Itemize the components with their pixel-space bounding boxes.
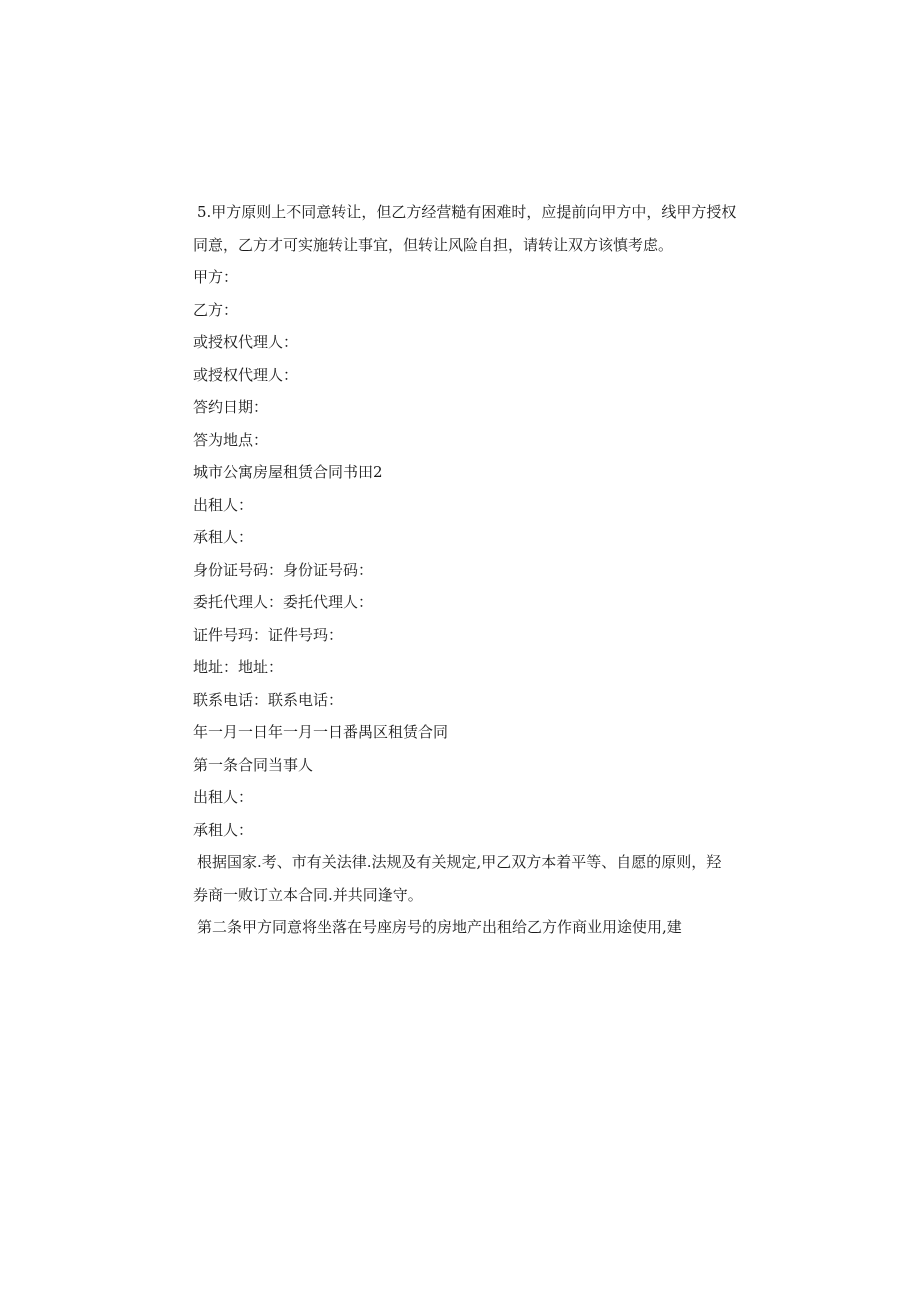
article-1-text: 第一条合同当事人	[193, 755, 314, 774]
entrusted-agent-label	[193, 586, 753, 619]
article-2-paragraph	[193, 911, 753, 944]
date-title-text: 年一月一日年一月一日番禺区租赁合同	[193, 723, 449, 741]
clause-5-paragraph	[193, 196, 753, 261]
agent-a-text: 或授权代理人：	[193, 333, 299, 351]
basis-line-2: 券商一败订立本合同.并共同逢守。	[193, 885, 423, 904]
entrusted-agent-text: 委托代理人：委托代理人：	[193, 593, 374, 611]
party-a-text: 甲方：	[193, 268, 239, 286]
lessee-label	[193, 521, 753, 554]
article-2-line-1: 第二条甲方同意将坐落在号座房号的房地产出租给乙方作商业用途使用,建	[197, 918, 682, 936]
party-a-label	[193, 261, 753, 294]
lessor-text: 出租人：	[193, 495, 254, 514]
agent-b-text: 或授权代理人：	[193, 365, 299, 384]
lessor-label-2	[193, 781, 753, 814]
basis-line-1: 根据国家.考、市有关法律.法规及有关规定,甲乙双方本着平等、自愿的原则，羟	[197, 853, 722, 871]
phone-text: 联系电话：联系电话：	[193, 690, 344, 709]
phone-label	[193, 684, 753, 717]
lessor-label	[193, 489, 753, 522]
sign-date-text: 答约日期：	[193, 398, 269, 416]
lessee-2-text: 承租人：	[193, 820, 254, 839]
cert-number-text: 证件号玛：证件号玛：	[193, 625, 344, 644]
agent-a-label	[193, 326, 753, 359]
party-b-label	[193, 294, 753, 327]
article-1-heading	[193, 749, 753, 782]
id-number-text: 身份证号码：身份证号码：	[193, 560, 374, 579]
sign-place-label	[193, 424, 753, 457]
sign-date-label	[193, 391, 753, 424]
lessee-label-2	[193, 814, 753, 847]
document-body	[193, 196, 753, 944]
clause-5-line-1: 5.甲方原则上不同意转让，但乙方经营糙有困难时，应提前向甲方中，线甲方授权	[197, 203, 737, 221]
lessor-2-text: 出租人：	[193, 788, 254, 806]
contract-title-2	[193, 456, 753, 489]
address-text: 地址：地址：	[193, 658, 284, 676]
agent-b-label	[193, 359, 753, 392]
clause-5-line-2: 同意，乙方才可实施转让事宜，但转让风险自担，请转让双方该慎考虑。	[193, 235, 674, 254]
lessee-text: 承租人：	[193, 528, 254, 546]
basis-paragraph	[193, 846, 753, 911]
party-b-text: 乙方：	[193, 300, 239, 319]
date-title-line	[193, 716, 753, 749]
sign-place-text: 答为地点：	[193, 430, 269, 449]
contract-title-2-text: 城市公寓房屋租赁合同书田2	[193, 463, 383, 481]
address-label	[193, 651, 753, 684]
cert-number-label	[193, 619, 753, 652]
id-number-label	[193, 554, 753, 587]
